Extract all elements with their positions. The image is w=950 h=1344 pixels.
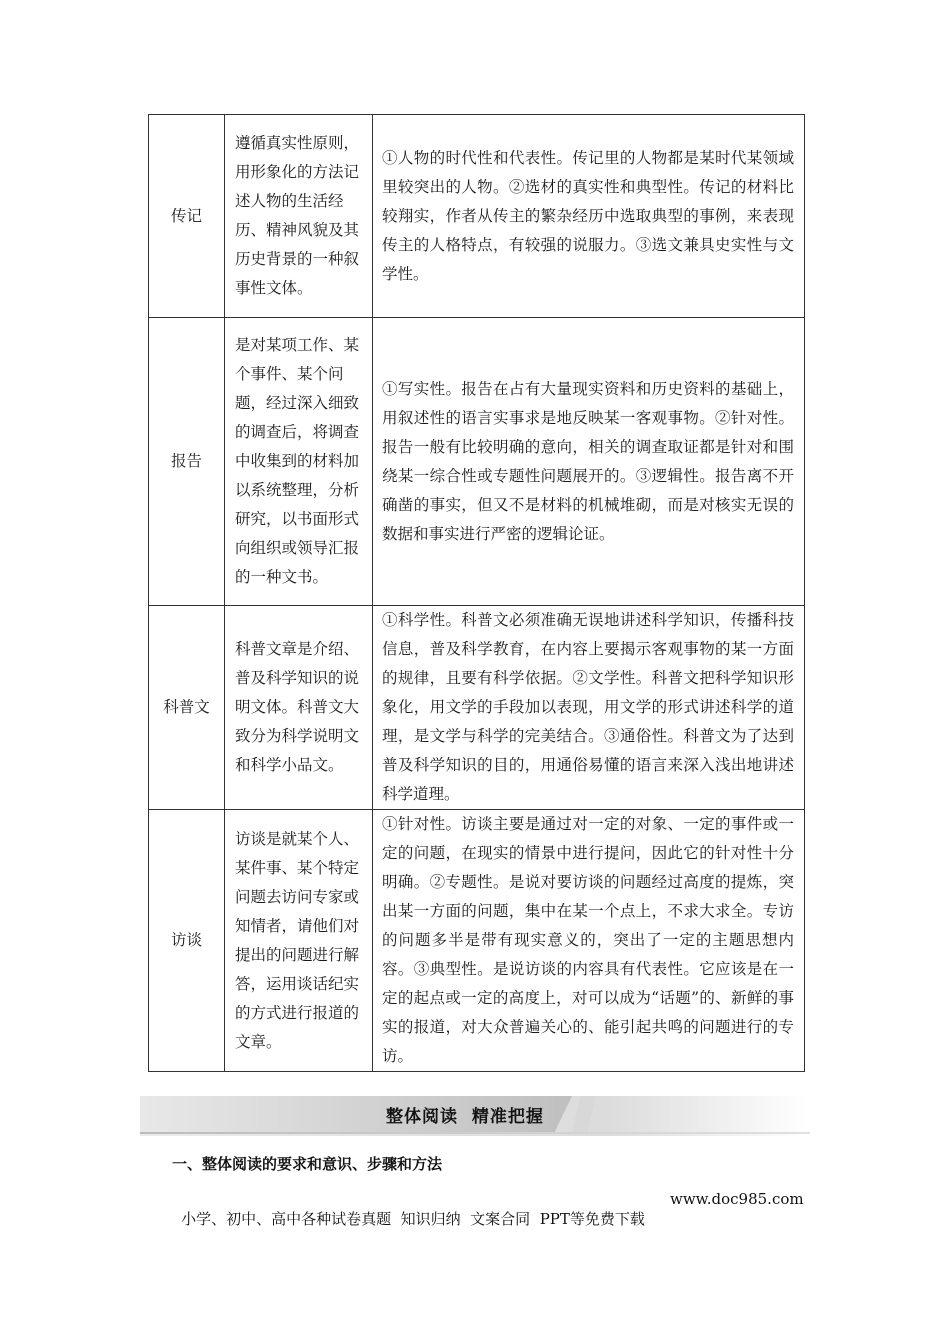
table-row [149,318,805,606]
features-cell [373,115,805,318]
genre-features: ①针对性。访谈主要是通过对一定的对象、一定的事件或一定的问题，在现实的情景中进行提问，因此它的针对性十分明确。②专题性。是说对要访谈的问题经过高度的提炼，突出某一方面的问题，集中在某一个点上，不求大求全。专访的问题多半是带有现实意义的，突出了一定的主题思想内容。③典型性。是说访谈的内容具有代表性。它应该是在一定的起点或一定的高度上，对可以成为“话题”的、新鲜的事实的报道，对大众普遍关心的、能引起共鸣的问题进行的专访。 [382,815,794,1065]
genre-features: ①写实性。报告在占有大量现实资料和历史资料的基础上，用叙述性的语言实事求是地反映某一客观事物。②针对性。报告一般有比较明确的意向，相关的调查取证都是针对和围绕某一综合性或专题性问题展开的。③逻辑性。报告离不开确凿的事实，但又不是材料的机械堆砌，而是对核实无误的数据和事实进行严密的逻辑论证。 [382,379,794,543]
definition-cell [225,318,373,606]
genre-name: 访谈 [170,931,202,949]
section-heading: 一、整体阅读的要求和意识、步骤和方法 [172,1155,443,1173]
features-cell [373,606,805,810]
genre-cell [149,318,225,606]
genre-features: ①科学性。科普文必须准确无误地讲述科学知识，传播科技信息，普及科学教育，在内容上要揭示客观事物的某一方面的规律，且要有科学依据。②文学性。科普文把科学知识形象化，用文学的手段加以表现，用文学的形式讲述科学的道理，是文学与科学的完美结合。③通俗性。科普文为了达到普及科学知识的目的，用通俗易懂的语言来深入浅出地讲述科学道理。 [382,611,794,803]
genre-definition: 访谈是就某个人、某件事、某个特定问题去访问专家或知情者，请他们对提出的问题进行解答，运用谈话纪实的方式进行报道的文章。 [235,829,360,1051]
table-row [149,115,805,318]
genre-definition: 遵循真实性原则，用形象化的方法记述人物的生活经历、精神风貌及其历史背景的一种叙事性文体。 [235,134,360,297]
footer-text: 小学、初中、高中各种试卷真题 知识归纳 文案合同 PPT等免费下载 [181,1210,645,1228]
page-footer [162,1190,802,1265]
genre-definition: 是对某项工作、某个事件、某个问题，经过深入细致的调查后，将调查中收集到的材料加以系统整理，分析研究，以书面形式向组织或领导汇报的一种文书。 [235,336,360,586]
genre-name: 报告 [170,452,202,470]
definition-cell [225,606,373,810]
table-row [149,606,805,810]
section-banner [140,1096,810,1136]
footer-url[interactable]: www.doc985.com [670,1190,804,1208]
genre-name: 科普文 [163,698,210,716]
definition-cell [225,810,373,1072]
banner-slash-decoration [572,1096,596,1132]
genre-cell [149,115,225,318]
banner-underline [140,1132,810,1134]
table-row [149,810,805,1072]
definition-cell [225,115,373,318]
genre-comparison-table [148,114,805,1072]
features-cell [373,318,805,606]
genre-features: ①人物的时代性和代表性。传记里的人物都是某时代某领域里较突出的人物。②选材的真实性和典型性。传记的材料比较翔实，作者从传主的繁杂经历中选取典型的事例，来表现传主的人格特点，有较强的说服力。③选文兼具史实性与文学性。 [382,148,794,283]
genre-name: 传记 [170,206,202,225]
genre-cell [149,810,225,1072]
genre-cell [149,606,225,810]
banner-title: 整体阅读 精准把握 [386,1107,544,1127]
genre-definition: 科普文章是介绍、普及科学知识的说明文体。科普文大致分为科学说明文和科学小品文。 [235,640,360,774]
features-cell [373,810,805,1072]
